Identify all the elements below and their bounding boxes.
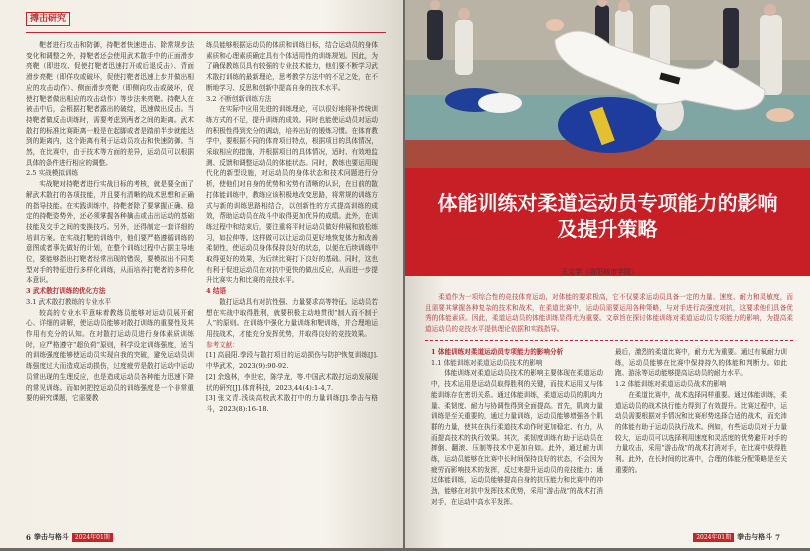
subsection-heading: 2.5 实战模拟训练 — [26, 169, 79, 178]
paragraph: 在柔道比赛中，战术选择同样重要。通过体能训练，柔道运动员的战术执行能力得到了有效提升。比赛过程中，运动员需要根据对手情况和比赛形势选择合适的战术，而充沛的体能有助于运动员执行战术。例如，有些运动员对于力量较大，运动员可以选择利用速度和灵活度的优势避开对手的力量攻击，采用“游击战”的战术打消对手，在比赛中获得胜利。此外，在长时间的比赛中，合理的体能分配策略是至关重要的。 — [615, 390, 787, 474]
right-column-1 — [431, 347, 603, 525]
abstract-text: 柔道作为一项综合性的竞技体育运动，对体能的要求极高，它不仅要求运动员具备一定的力量、速度、耐力和灵敏度，而且需要其掌握各种复杂的技术和战术，在柔道比赛中，运动员需要运用各种策略，与对手进行高强度对抗，这要求他们具备优秀的体能素质。因此，柔道运动员的体能训练显得尤为重要。文章旨在探讨体能训练对柔道运动员专项能力的影响，为提高柔道运动员的竞技水平提供理论依据和实践指导。 — [425, 293, 793, 333]
paragraph: 最后，激烈的柔道比赛中，耐力尤为重要。通过有氧耐力训练，运动员能够在比赛中保持持久的体能和判断力。如此跑、游泳等运动能够提高运动员的耐力水平。 — [615, 348, 787, 378]
subsection-heading: 1.1 体能训练对柔道运动员技术的影响 — [431, 358, 543, 367]
paragraph: 实战靶对持靶者进行实战目标的考核，就是要全面了解武术散打的各项技能，并且要有清晰的战术思想和正确的指导技能。在实践训练中，持靶者除了要掌握正确、稳定的持靶姿势外，还必须掌握各种擒击或击出运动的基础技能及交手之间的变换技巧。另外，还得制定一套详细的培训方案。在实战打靶的训练中，他们要严格遵循训练的意图或者事先做好的计划，在整个训练过程中占据主导地位，要能够指出打靶者经常出现的错误，要模拟出不同类型对手的特征进行多样化训练，从而培养打靶者的多样化本意识。 — [26, 180, 194, 285]
subsection-heading: 3.2 不断创新训练方法 — [206, 94, 272, 103]
page-number: 6 — [26, 532, 31, 542]
section-heading: 1 体能训练对柔道运动员专项能力的影响分析 — [431, 348, 564, 356]
section-heading: 3 武术散打训练的优化方法 — [26, 287, 106, 296]
right-page — [405, 0, 810, 548]
reference-item: [1] 高晨阳.拳段与散打项目的运动损伤与防护恢复训练[J].中华武术，2023(9):90-92. — [206, 351, 378, 371]
references-heading: 参考文献： — [206, 340, 239, 349]
article-title-line-2: 及提升策略 — [557, 217, 658, 241]
left-footer — [26, 532, 113, 542]
section-tag: 搏击研究 — [26, 12, 70, 26]
paragraph: 散打运动具有对抗性强、力量要求高等特征。运动员若想在实战中取得胜利，就要积极主动地贯彻“制人而不制于人”的原则。在训练中强化力量训练和靶训练，并合理地运用技战术，才能充分发挥优势，并取得良好的竞技效果。 — [206, 297, 378, 338]
left-page — [0, 0, 403, 548]
paragraph: 练员能够根据运动员的体质和训练目标，结合运动员的身体素质和心理素质确定具有个体适用性的训练规划。因此，为了确保教练员具有较强的专业技术能力，他们要不断学习武术散打训练的最新理论，思考教学方法中的不足之处，在不断地学习、反思和创新中提高自身的技术水平。 — [206, 41, 378, 92]
page-number: 7 — [775, 532, 780, 542]
subsection-heading: 1.2 体能训练对柔道运动员战术的影响 — [615, 380, 727, 389]
paragraph: 在实际中应用先进的训练理论，可以很好地将补传统训练方式的不足，提升训练的成效。同时也能使运动员对运动的积极性得到充分的调动，培养出好的锻炼习惯。在体育教学中，要根据不同的体育项目特点，根据项目的具体情况，采取相应的措施，并根据项目的具体情况，适时、有效地监测、反馈和调整运动员的体能状态。同时，教练也要运用现代化的新型设施，对运动员的身体状态和技术问题进行分析，使他们对自身的优势和劣势有清晰的认识，在目前的散打体能训练中，教练应该积极地改变思路，将常规的训练方式与新的训练思路相结合，以创新性的方式提高训练的成效，帮助运动员在战斗中取得更加优异的成绩。此外，在训练过程中和结束后，要注重将平时运动员做好伸展和放松练习，如拉伸等。这样做可以让运动员更好地恢复体力和改善柔韧性，使运动员身体保持良好的状态，以便在后续训练中取得更好的效果，为后续比赛打下良好的基础。同时，这也有利于促进运动员在对抗中更快的做出反应，从而进一步提升比赛实力和比赛的竞技水平。 — [206, 105, 378, 285]
magazine-name: 拳击与格斗 — [737, 532, 773, 541]
left-column-1 — [26, 40, 194, 525]
author-line: 王文学（洛阳城市学院） — [561, 268, 638, 276]
article-title — [415, 190, 800, 242]
section-heading: 4 结语 — [206, 287, 227, 296]
issue-badge: 2024年01期 — [72, 533, 113, 542]
abstract — [425, 292, 793, 334]
right-column-2 — [615, 347, 787, 525]
title-banner — [405, 168, 810, 276]
judo-photo — [405, 0, 810, 168]
paragraph: 体能训练对柔道运动员技术的影响主要体现在柔道运动中，技术运用是运动员取得胜利的关键，而技术运用又与体能训练存在密切关系。通过体能训练，柔道运动员的肌肉力量、柔韧度、耐力与协调性得到全面提高。首先，肌肉力量训练是至关重要的，通过力量训练，运动员能够增强各个肌群的力量，使其在执行柔道技术动作时更加稳定、有力，从而提高技术的执行效果。其次，柔韧度训练有助于运动员在摔倒、翻滚、压制等技术中更加自如。此外，通过耐力训练，运动员能够在比赛中长时间保持良好的状态，不会因为疲劳而影响技术的发挥，反过来提升运动员的竞技能力；通过体能训练，运动员能够提高自身的抗压能力和比赛中的冲劲，能够在对抗中发挥技术优势，采用“游击战”的战术打消对手，在运动中高水平发挥。 — [431, 369, 603, 506]
right-footer — [693, 532, 780, 542]
paragraph: 靶者进行攻击和防御，持靶者快速进击、除常规步法变化和调整之外，持靶者还会使用武术散手中的正面滑步亮靶（即进攻、促使打靶者迅速打开或后退反击）、背面滑步亮靶（即佯攻或破坏，促使打靶者迅速上步并做出相应的攻击动作）、侧面滑步亮靶（即侧向攻击或破坏，促使打靶者做出相应的攻击动作）等步法来亮靶。持靶人在被击中后，会根据打靶者露出的破绽，迅速做出反击。当持靶者做反击训练时，需要考虑到两者之间的距离。武术散打的标准比赛距离一般是在起脚或者是踏前半步就能达到的距离内，这个距离有利于运动员攻击和快速防御。当然，在比赛中，由于技术等方面的差异，运动员可以根据具体的条件进行相应的调整。 — [26, 41, 194, 167]
header-rule — [26, 32, 386, 33]
paragraph: 较高的专业水平意味着教练员能够对运动员展开耐心、详细的讲解，使运动员能够对散打训练的重要性及其作用有充分的认知。在对散打运动员进行身体素质训练时，应严格遵守“超负荷”原则，科学设定训练强度，适当的训练强度能够使运动员实现自我的突破，避免运动员训练强度过大而造成运动损伤，过度疲劳是散打运动中运动员常出现的生理反应，也是造成运动员各种能力迅速下降的常见训练。而如何把控运动员的训练强度是一个非常重要的研究课题，它需要教 — [26, 308, 194, 403]
subsection-heading: 3.1 武术散打教练的专业水平 — [26, 297, 112, 306]
reference-item: [2] 余逸林，李世宏，陈学龙，等.中国武术散打运动发展现状的研究[J].体育科技，2023,44(4):1-4,7. — [206, 372, 378, 392]
reference-item: [3] 张文青.浅谈高校武术散打中的力量训练[J].拳击与格斗，2023(8):16-18. — [206, 394, 378, 413]
article-title-line-1: 体能训练对柔道运动员专项能力的影响 — [437, 191, 778, 215]
abstract-separator — [425, 340, 793, 341]
judo-photo-illustration — [405, 0, 810, 168]
issue-badge: 2024年01期 — [693, 533, 734, 542]
magazine-name: 拳击与格斗 — [33, 532, 69, 541]
left-column-2 — [206, 40, 378, 525]
